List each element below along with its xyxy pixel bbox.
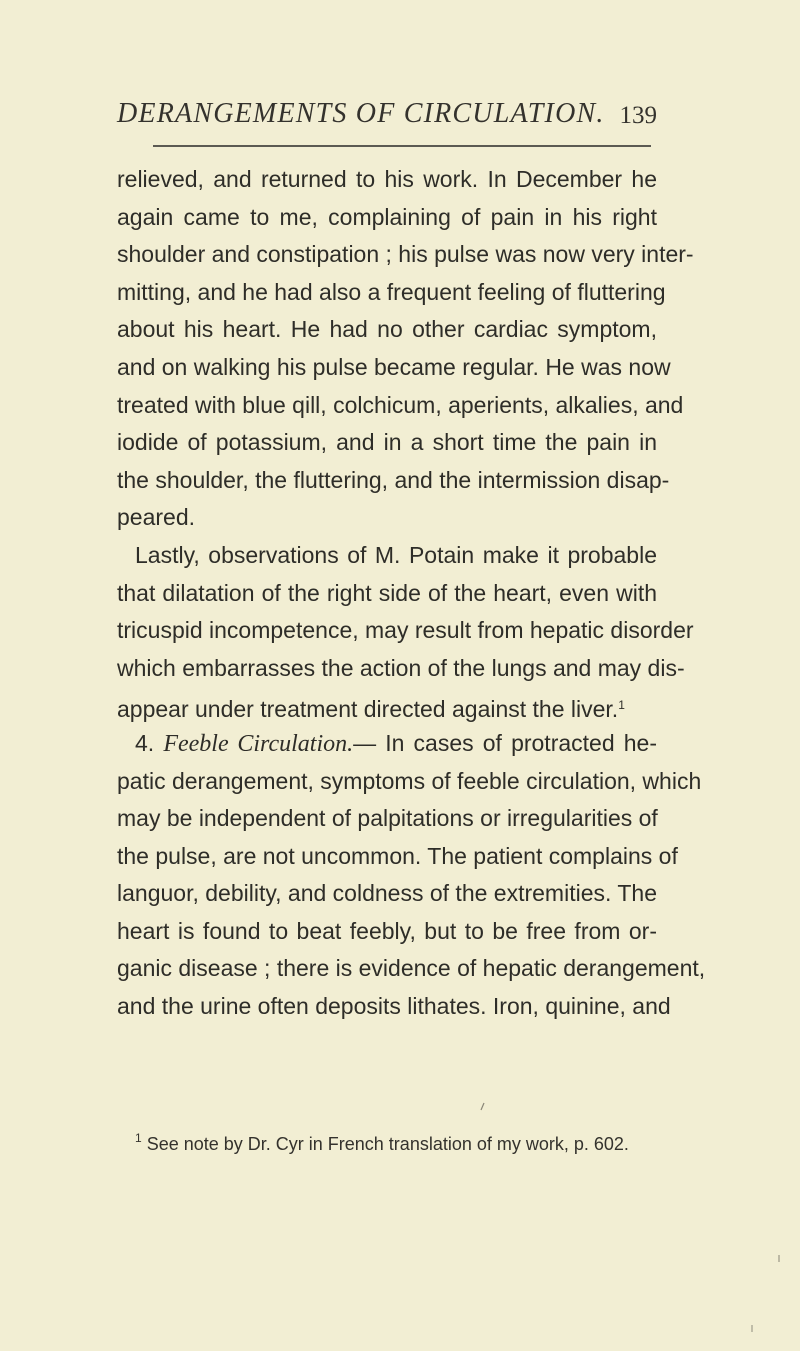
text-segment: — In cases of protracted he- [353,729,657,756]
running-head [117,98,657,134]
text-line: languor, debility, and coldness of the extremities. The [117,880,657,907]
text-line: heart is found to beat feebly, but to be free from or- [117,917,657,944]
section-heading-line [117,725,657,763]
section-number: 4. [135,729,155,756]
text-line: Lastly, observations of M. Potain make it probable [135,541,657,568]
text-line: the shoulder, the fluttering, and the intermission disap- [117,466,670,493]
text-line: that dilatation of the right side of the heart, even with [117,579,657,606]
footnote-reference: 1 [618,698,625,713]
text-line: relieved, and returned to his work. In December he [117,166,657,192]
text-line: again came to me, complaining of pain in his right [117,203,657,230]
footnote [135,1131,655,1155]
text-line: which embarrasses the action of the lungs and may dis- [117,654,685,681]
text-line: iodide of potassium, and in a short time the pain in [117,429,657,456]
text-line: peared. [117,504,196,531]
paper-speck [481,1103,484,1110]
text-line: patic derangement, symptoms of feeble circulation, which [117,767,702,794]
text-line: the pulse, are not uncommon. The patient complains of [117,842,678,869]
text-line: about his heart. He had no other cardiac symptom, [117,316,657,343]
section-heading: Feeble Circulation. [163,730,354,757]
header-rule [153,145,651,147]
text-line: treated with blue qill, colchicum, aperients, alkalies, and [117,391,684,418]
text-segment: appear under treatment directed against the liver. [117,696,619,723]
text-line: tricuspid incompetence, may result from hepatic disorder [117,617,694,644]
text-line: may be independent of palpitations or irregularities of [117,805,658,832]
running-title: DERANGEMENTS OF CIRCULATION. [117,98,605,129]
text-line-with-footnote-ref [117,687,657,725]
text-line: and the urine often deposits lithates. Iron, quinine, and [117,993,671,1020]
text-line: shoulder and constipation ; his pulse was now very inter- [117,241,694,268]
page-number: 139 [619,102,657,129]
text-line: ganic disease ; there is evidence of hepatic derangement, [117,955,706,982]
footnote-marker: 1 [135,1131,142,1145]
text-line: and on walking his pulse became regular. He was now [117,353,671,380]
body-text [117,161,706,1026]
text-line: mitting, and he had also a frequent feeling of fluttering [117,278,666,305]
footnote-text: See note by Dr. Cyr in French translation of my work, p. 602. [146,1134,629,1154]
